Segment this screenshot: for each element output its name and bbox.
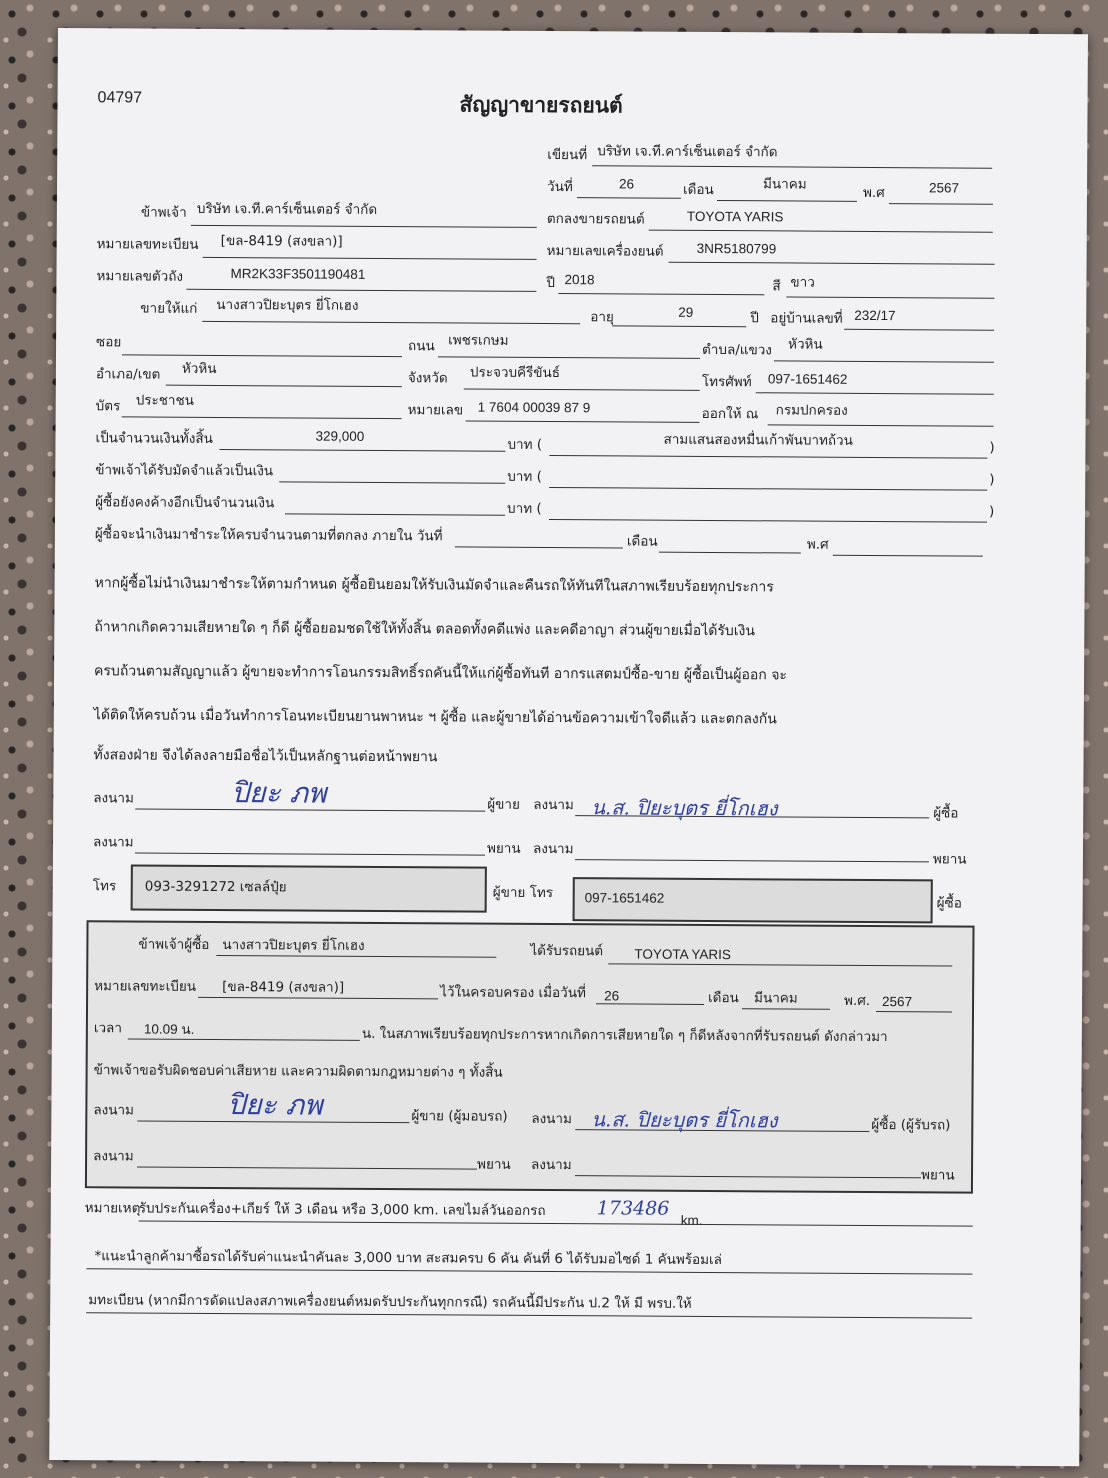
receipt-box xyxy=(85,920,975,1193)
reg-value: [ขล-8419 (สงขลา)] xyxy=(220,232,343,250)
engine-value: 3NR5180799 xyxy=(696,240,777,257)
total-close: ) xyxy=(989,439,995,456)
sign-label-2: ลงนาม xyxy=(533,796,574,814)
receipt-reg: [ขล-8419 (สงขลา)] xyxy=(222,979,345,996)
seller-phone-label: ผู้ขาย โทร xyxy=(492,884,554,902)
deposit-close: ) xyxy=(989,471,995,488)
receipt-reg-label: หมายเลขทะเบียน xyxy=(94,978,197,995)
subdistrict-line xyxy=(774,360,994,362)
phone-value: 097-1651462 xyxy=(767,371,848,387)
date-year-value: 2567 xyxy=(928,180,960,196)
witness2-role: พยาน xyxy=(932,851,967,868)
receipt-possess-label: ไว้ในครอบครอง เมื่อวันที่ xyxy=(440,984,586,1002)
sign-label-1: ลงนาม xyxy=(93,790,134,807)
issued-value: กรมปกครอง xyxy=(775,402,848,419)
road-line xyxy=(438,356,700,359)
receipt-time-label: เวลา xyxy=(93,1020,123,1037)
remaining-label: ผู้ซื้อยังคงค้างอีกเป็นจำนวนเงิน xyxy=(95,494,275,512)
witness2-line xyxy=(575,859,929,862)
notes-warranty: รับประกันเครื่อง+เกียร์ ให้ 3 เดือน หรือ 3,000 km. เลขไมล์วันออกรถ xyxy=(138,1200,546,1220)
road-label: ถนน xyxy=(408,338,435,355)
receipt-day: 26 xyxy=(604,988,620,1004)
receipt-buyer-label: ข้าพเจ้าผู้ซื้อ xyxy=(138,936,210,953)
total-words: สามแสนสองหมื่นเก้าพันบาทถ้วน xyxy=(663,431,853,449)
total-baht: บาท ( xyxy=(507,436,543,453)
car-year-value: 2018 xyxy=(564,272,595,288)
pay-month-line xyxy=(659,552,801,554)
receipt-buyer: นางสาวปิยะบุตร ยี่โกเฮง xyxy=(222,937,365,954)
card-no-line xyxy=(466,420,700,422)
seller-line xyxy=(191,225,537,228)
province-line xyxy=(464,388,700,390)
car-line xyxy=(649,230,993,233)
notes-underline-2 xyxy=(86,1268,972,1274)
remaining-close: ) xyxy=(989,503,995,520)
terms-line-1: หากผู้ซื้อไม่นำเงินมาชำระให้ตามกำหนด ผู้ซื้อยินยอมให้รับเงินมัดจำและคืนรถให้ทันทีในสภาพเรียบร้อยทุกประการ xyxy=(94,575,774,596)
receipt-seller-signature: ปิยะ ภพ xyxy=(227,1088,323,1122)
date-month-label: เดือน xyxy=(682,181,714,199)
receipt-sign-label-4: ลงนาม xyxy=(531,1156,572,1174)
date-day-line xyxy=(577,197,681,199)
car-year-line xyxy=(558,293,764,295)
terms-line-2: ถ้าหากเกิดความเสียหายใด ๆ ก็ดี ผู้ซื้อยอมชดใช้ให้ทั้งสิ้น ตลอดทั้งคดีแพ่ง และคดีอาญา ส่วนผู้ขายเมื่อได้รับเงิน xyxy=(94,619,756,640)
receipt-year-label: พ.ศ. xyxy=(844,992,871,1009)
soi-line xyxy=(122,354,402,357)
phone-label: โทรศัพท์ xyxy=(701,373,752,391)
notes-underline-3 xyxy=(86,1312,972,1318)
buyer-signature: น.ส. ปิยะบุตร ยี่โกเฮง xyxy=(591,795,778,821)
age-unit: ปี xyxy=(750,310,759,327)
mileage-handwritten: 173486 xyxy=(596,1197,670,1220)
engine-line xyxy=(669,262,995,265)
seller-phone: 093-3291272 เซลล์ปุ๋ย xyxy=(144,878,287,896)
sold-to-label: ขายให้แก่ xyxy=(140,300,198,317)
receipt-sign-label-3: ลงนาม xyxy=(93,1148,134,1165)
receipt-received-label: ได้รับรถยนต์ xyxy=(530,942,604,960)
receipt-month-label: เดือน xyxy=(708,989,739,1007)
receipt-sign-label-2: ลงนาม xyxy=(531,1110,572,1128)
buyer-value: นางสาวปิยะบุตร ยี่โกเฮง xyxy=(216,296,359,314)
seller-label: ข้าพเจ้า xyxy=(140,204,187,221)
date-day-label: วันที่ xyxy=(546,178,573,196)
witness1-line xyxy=(135,852,485,855)
province-value: ประจวบคีรีขันธ์ xyxy=(469,364,561,382)
date-month-value: มีนาคม xyxy=(763,176,807,193)
district-line xyxy=(166,385,402,387)
color-value: ขาว xyxy=(790,274,815,291)
district-value: หัวหิน xyxy=(181,360,217,377)
notes-line-3: มทะเบียน (หากมีการดัดแปลงสภาพเครื่องยนต์หมดรับประกันทุกกรณี) รถคันนี้มีประกัน ป.2 ให้ มี พรบ.ให้ xyxy=(88,1292,692,1312)
terms-line-3: ครบถ้วนตามสัญญาแล้ว ผู้ขายจะทำการโอนกรรมสิทธิ์รถคันนี้ให้แก่ผู้ซื้อทันที อากรแสตมป์ซื้อ-ขาย ผู้ซื้อเป็นผู้ออก จะ xyxy=(94,663,787,684)
pay-within-label: ผู้ซื้อจะนำเงินมาชำระให้ครบจำนวนตามที่ตกลง ภายใน วันที่ xyxy=(94,526,443,545)
province-label: จังหวัด xyxy=(407,370,448,387)
buyer-sign-role: ผู้ซื้อ xyxy=(933,805,959,822)
seller-value: บริษัท เจ.ที.คาร์เซ็นเตอร์ จำกัด xyxy=(196,200,378,218)
deposit-baht: บาท ( xyxy=(507,468,542,485)
chassis-value: MR2K33F3501190481 xyxy=(230,266,366,282)
age-value: 29 xyxy=(678,304,694,320)
contract-title: สัญญาขายรถยนต์ xyxy=(459,92,623,118)
buyer-phone-role: ผู้ซื้อ xyxy=(936,895,962,912)
phone-label-1: โทร xyxy=(92,878,117,895)
card-line xyxy=(122,416,402,419)
date-day-value: 26 xyxy=(619,176,635,192)
remaining-words-line xyxy=(549,519,987,523)
car-year-label: ปี xyxy=(546,274,556,292)
phone-line xyxy=(756,392,994,394)
total-label: เป็นจำนวนเงินทั้งสิ้น xyxy=(95,430,213,447)
subdistrict-label: ตำบล/แขวง xyxy=(701,341,772,359)
house-line xyxy=(844,329,994,331)
deposit-line xyxy=(279,481,505,483)
pay-month-label: เดือน xyxy=(626,533,658,550)
sign-label-4: ลงนาม xyxy=(532,840,574,858)
buyer-line xyxy=(202,321,580,324)
total-value: 329,000 xyxy=(315,428,365,444)
pay-year-line xyxy=(833,555,983,557)
remaining-line xyxy=(285,513,505,515)
notes-line-2: *แนะนำลูกค้ามาซื้อรถได้รับค่าแนะนำคันละ 3,000 บาท สะสมครบ 6 คัน คันที่ 6 ได้รับมอไซด์ 1 คันพร้อมเล่ xyxy=(94,1248,722,1269)
road-value: เพชรเกษม xyxy=(448,332,509,349)
card-value: ประชาชน xyxy=(135,392,194,409)
receipt-witness1-role: พยาน xyxy=(477,1156,511,1173)
color-line xyxy=(786,296,994,298)
terms-line-5: ทั้งสองฝ่าย จึงได้ลงลายมือชื่อไว้เป็นหลักฐานต่อหน้าพยาน xyxy=(93,747,438,766)
receipt-buyer-role: ผู้ซื้อ (ผู้รับรถ) xyxy=(871,1116,951,1134)
receipt-month: มีนาคม xyxy=(754,990,798,1007)
total-words-line xyxy=(549,455,987,459)
receipt-seller-role: ผู้ขาย (ผู้มอบรถ) xyxy=(411,1108,508,1125)
card-no-value: 1 7604 00039 87 9 xyxy=(477,399,591,416)
chassis-label: หมายเลขตัวถัง xyxy=(96,268,184,285)
reg-line xyxy=(203,257,537,260)
receipt-time: 10.09 น. xyxy=(143,1021,195,1037)
terms-line-4: ได้ติดให้ครบถ้วน เมื่อวันทำการโอนทะเบียนยานพาหนะ ฯ ผู้ซื้อ และผู้ขายได้อ่านข้อความเข้าใจดีแล้ว และตกลงกัน xyxy=(93,707,777,728)
reg-label: หมายเลขทะเบียน xyxy=(96,236,199,253)
color-label: สี xyxy=(772,278,781,295)
date-year-line xyxy=(889,203,993,205)
soi-label: ซอย xyxy=(96,334,122,351)
receipt-sign-label-1: ลงนาม xyxy=(93,1102,135,1119)
sign-label-3: ลงนาม xyxy=(92,834,134,851)
written-at-label: เขียนที่ xyxy=(547,146,588,164)
date-year-label: พ.ศ xyxy=(862,184,885,202)
agree-sell-label: ตกลงขายรถยนต์ xyxy=(546,210,645,228)
chassis-line xyxy=(186,289,536,292)
receipt-witness2-role: พยาน xyxy=(920,1167,955,1184)
issued-line xyxy=(768,424,994,426)
contract-paper xyxy=(49,28,1088,1466)
document-number: 04797 xyxy=(97,89,143,107)
total-line xyxy=(219,449,505,452)
receipt-condition-1: น. ในสภาพเรียบร้อยทุกประการหากเกิดการเสียหายใด ๆ ก็ดีหลังจากที่รับรถยนต์ ดังกล่าวมา xyxy=(361,1025,888,1046)
age-label: อายุ xyxy=(590,309,614,326)
written-at-value: บริษัท เจ.ที.คาร์เซ็นเตอร์ จำกัด xyxy=(597,143,778,161)
remaining-baht: บาท ( xyxy=(507,500,542,517)
pay-day-line xyxy=(455,546,623,548)
deposit-words-line xyxy=(549,487,987,491)
receipt-year: 2567 xyxy=(882,994,913,1010)
house-label: อยู่บ้านเลขที่ xyxy=(770,310,843,327)
card-label: บัตร xyxy=(95,398,121,415)
date-month-line xyxy=(717,200,857,202)
seller-sign-role: ผู้ขาย xyxy=(487,796,520,813)
card-no-label: หมายเลข xyxy=(407,402,464,419)
seller-signature: ปิยะ ภพ xyxy=(231,776,327,810)
house-value: 232/17 xyxy=(854,307,896,324)
age-line xyxy=(612,325,746,327)
car-value: TOYOTA YARIS xyxy=(686,208,784,225)
receipt-car: TOYOTA YARIS xyxy=(634,946,731,963)
engine-label: หมายเลขเครื่องยนต์ xyxy=(546,242,664,260)
witness1-role: พยาน xyxy=(486,840,521,857)
issued-label: ออกให้ ณ xyxy=(701,405,759,423)
deposit-label: ข้าพเจ้าได้รับมัดจำแล้วเป็นเงิน xyxy=(95,462,274,480)
notes-label: หมายเหตุ xyxy=(84,1200,141,1217)
pay-year-label: พ.ศ xyxy=(806,536,829,553)
written-at-line xyxy=(592,165,992,168)
notes-km: km. xyxy=(680,1212,703,1228)
receipt-buyer-signature: น.ส. ปิยะบุตร ยี่โกเฮง xyxy=(591,1107,778,1133)
receipt-condition-2: ข้าพเจ้าขอรับผิดชอบค่าเสียหาย และความผิดตามกฎหมายต่าง ๆ ทั้งสิ้น xyxy=(93,1062,503,1081)
notes-line-1 xyxy=(139,1221,973,1227)
buyer-phone: 097-1651462 xyxy=(584,890,665,906)
district-label: อำเภอ/เขต xyxy=(95,366,161,383)
subdistrict-value: หัวหิน xyxy=(788,336,823,353)
